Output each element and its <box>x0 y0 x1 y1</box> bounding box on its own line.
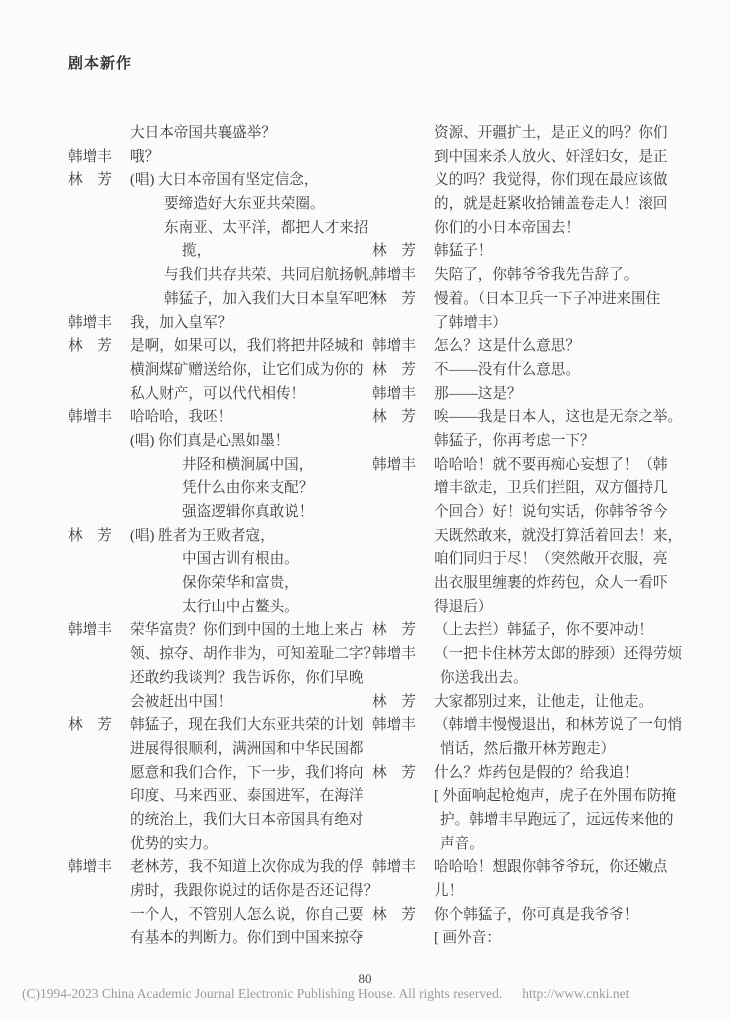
speaker-name <box>372 596 434 620</box>
speaker-name <box>68 193 130 217</box>
page-number: 80 <box>358 971 372 986</box>
speaker-name: 韩增丰 <box>68 859 112 876</box>
line-text: 保你荣华和富贵， <box>182 575 299 592</box>
line-text: 那——这是？ <box>434 385 522 402</box>
script-line <box>68 572 374 596</box>
speaker-name: 林 芳 <box>372 409 416 426</box>
line-text: 井陉和横涧属中国， <box>182 456 314 473</box>
line-text: 慢着。（日本卫兵一下子冲进来围住 <box>434 290 661 307</box>
speaker-name: 林 芳 <box>372 764 416 781</box>
speaker-name <box>372 572 434 596</box>
script-line <box>372 548 678 572</box>
script-line <box>372 738 678 762</box>
script-line <box>372 762 678 786</box>
line-text: 不——没有什么意思。 <box>434 361 580 378</box>
script-line <box>68 643 379 667</box>
speaker-name <box>68 691 130 715</box>
line-text: [ 画外音： <box>434 930 501 947</box>
line-text: (唱) 胜者为王败者寇， <box>130 527 275 544</box>
line-text: 韩猛子，你再考虑一下？ <box>434 432 595 449</box>
script-line <box>372 619 678 643</box>
script-line <box>68 880 379 904</box>
line-text: 韩猛子，加入我们大日本皇军吧？ <box>164 290 383 307</box>
speaker-name <box>68 501 130 525</box>
script-line <box>372 122 678 146</box>
line-text: [ 外面响起枪炮声，虎子在外围布防掩 <box>434 788 677 805</box>
speaker-name <box>68 667 130 691</box>
script-line <box>372 667 678 691</box>
script-line <box>68 596 374 620</box>
script-line <box>372 833 678 857</box>
line-text: 哈哈哈！想跟你韩爷爷玩，你还嫩点 <box>434 859 668 876</box>
speaker-name <box>372 833 434 857</box>
speaker-name: 林 芳 <box>68 338 112 355</box>
script-line <box>372 217 678 241</box>
line-text: （一把卡住林芳太郎的脖颈）还得劳烦 <box>434 646 683 663</box>
script-line <box>68 288 383 312</box>
copyright-text: (C)1994-2023 China Academic Journal Electronic Publishing House. All rights reserved. <box>22 986 503 1001</box>
speaker-name <box>68 904 130 928</box>
script-line <box>372 525 683 549</box>
line-text: 了韩增丰） <box>434 314 507 331</box>
speaker-name: 韩增丰 <box>372 646 416 663</box>
script-line <box>68 927 374 951</box>
script-line <box>372 927 678 951</box>
speaker-name <box>68 383 130 407</box>
speaker-name: 林 芳 <box>372 906 416 923</box>
speaker-name <box>372 477 434 501</box>
script-line <box>68 785 374 809</box>
speaker-name: 林 芳 <box>372 693 416 710</box>
script-line <box>372 288 678 312</box>
speaker-name <box>372 312 434 336</box>
speaker-name <box>68 477 130 501</box>
speaker-name <box>68 548 130 572</box>
script-line <box>68 406 374 430</box>
script-line <box>68 264 383 288</box>
script-line <box>372 880 678 904</box>
speaker-name: 韩增丰 <box>372 717 416 734</box>
script-line <box>68 856 374 880</box>
publisher-url: http://www.cnki.net <box>522 986 630 1001</box>
line-text: 增丰欲走，卫兵们拦阻，双方僵持几 <box>434 480 668 497</box>
speaker-name <box>68 122 130 146</box>
line-text: 出衣服里缠裹的炸药包，众人一看吓 <box>434 575 668 592</box>
speaker-name <box>372 880 434 904</box>
line-text: 唉——我是日本人，这也是无奈之举。 <box>434 409 683 426</box>
speaker-name <box>68 927 130 951</box>
speaker-name <box>372 501 434 525</box>
line-text: 要缔造好大东亚共荣圈。 <box>164 196 325 213</box>
speaker-name: 韩增丰 <box>372 338 416 355</box>
speaker-name <box>68 217 130 241</box>
speaker-name <box>372 525 434 549</box>
script-line <box>68 762 374 786</box>
speaker-name <box>372 548 434 572</box>
speaker-name: 韩增丰 <box>68 409 112 426</box>
line-text: 资源、开疆扩土，是正义的吗？你们 <box>434 125 668 141</box>
line-text: (唱) 你们真是心黑如墨！ <box>130 432 290 449</box>
line-text: 韩猛子，现在我们大东亚共荣的计划 <box>130 717 364 734</box>
speaker-name: 林 芳 <box>372 290 416 307</box>
line-text: 你个韩猛子，你可真是我爷爷！ <box>434 906 639 923</box>
line-text: 得退后） <box>434 598 493 615</box>
line-text: 咱们同归于尽！（突然敞开衣服，亮 <box>434 551 668 568</box>
script-line <box>372 264 678 288</box>
speaker-name <box>68 430 130 454</box>
line-text: 虏时，我跟你说过的话你是否还记得？ <box>130 883 379 899</box>
line-text: 东南亚、太平洋，都把人才来招 <box>164 219 369 236</box>
script-line <box>372 146 678 170</box>
speaker-name: 韩增丰 <box>68 622 112 639</box>
line-text: 大家都别过来，让他走，让他走。 <box>434 693 653 710</box>
script-column-right <box>372 122 683 951</box>
script-line <box>372 501 678 525</box>
speaker-name <box>68 288 130 312</box>
script-line <box>68 619 374 643</box>
script-line <box>68 359 374 383</box>
speaker-name: 韩增丰 <box>68 314 112 331</box>
line-text: 荣华富贵？你们到中国的土地上来占 <box>130 622 364 639</box>
speaker-name: 韩增丰 <box>68 148 112 165</box>
line-text: 儿！ <box>434 883 464 899</box>
speaker-name <box>372 785 434 809</box>
speaker-name <box>68 785 130 809</box>
line-text: 悄话，然后撒开林芳跑走） <box>440 740 616 757</box>
line-text: 私人财产，可以代代相传！ <box>130 385 306 402</box>
line-text: 横涧煤矿赠送给你，让它们成为你的 <box>130 361 364 378</box>
speaker-name: 林 芳 <box>68 717 112 734</box>
script-line <box>68 525 374 549</box>
line-text: 到中国来杀人放火、奸淫妇女，是正 <box>434 148 668 165</box>
speaker-name <box>68 809 130 833</box>
script-line <box>372 240 678 264</box>
speaker-name <box>68 596 130 620</box>
line-text: 老林芳，我不知道上次你成为我的俘 <box>130 859 364 876</box>
line-text: 还敢约我谈判？我告诉你，你们早晚 <box>130 669 364 686</box>
speaker-name: 韩增丰 <box>372 267 416 284</box>
line-text: 太行山中占鳌头。 <box>182 598 299 615</box>
script-line <box>372 714 683 738</box>
script-line <box>68 714 374 738</box>
script-line <box>68 548 374 572</box>
speaker-name <box>372 193 434 217</box>
script-line <box>68 193 374 217</box>
script-line <box>68 477 374 501</box>
speaker-name: 林 芳 <box>372 622 416 639</box>
line-text: 是啊，如果可以，我们将把井陉城和 <box>130 338 364 355</box>
script-line <box>372 312 678 336</box>
speaker-name: 韩增丰 <box>372 385 416 402</box>
line-text: （上去拦）韩猛子，你不要冲动！ <box>434 622 653 639</box>
line-text: 与我们共存共荣、共同启航扬帆。 <box>164 267 383 284</box>
line-text: 的统治上，我们大日本帝国具有绝对 <box>130 811 364 828</box>
script-line <box>68 809 374 833</box>
line-text: 护。韩增丰早跑远了，远远传来他的 <box>440 811 674 828</box>
line-text: 哈哈哈！就不要再痴心妄想了！（韩 <box>434 456 668 473</box>
script-line <box>68 501 374 525</box>
script-line <box>372 691 678 715</box>
speaker-name <box>372 217 434 241</box>
speaker-name <box>68 240 130 264</box>
script-line <box>372 477 678 501</box>
script-line <box>372 430 678 454</box>
line-text: 怎么？这是什么意思？ <box>434 338 580 355</box>
line-text: 韩猛子！ <box>434 243 493 260</box>
script-line <box>68 217 374 241</box>
speaker-name <box>68 738 130 762</box>
line-text: 优势的实力。 <box>130 835 218 852</box>
line-text: 进展得很顺利，满洲国和中华民国都 <box>130 740 364 757</box>
line-text: 天既然敢来，就没打算活着回去！来， <box>434 527 683 544</box>
line-text: 愿意和我们合作，下一步，我们将向 <box>130 764 364 781</box>
speaker-name <box>68 264 130 288</box>
script-line <box>372 383 678 407</box>
speaker-name <box>68 643 130 667</box>
script-line <box>68 335 374 359</box>
speaker-name <box>372 927 434 951</box>
script-line <box>68 122 374 146</box>
script-line <box>372 596 678 620</box>
speaker-name <box>372 430 434 454</box>
line-text: 个回合）好！说句实话，你韩爷爷今 <box>434 504 668 520</box>
speaker-name <box>68 359 130 383</box>
script-line <box>372 809 678 833</box>
script-line <box>372 785 678 809</box>
speaker-name <box>372 738 434 762</box>
script-line <box>372 856 678 880</box>
line-text: (唱) 大日本帝国有坚定信念， <box>130 172 319 189</box>
script-line <box>68 146 374 170</box>
line-text: 印度、马来西亚、泰国进军，在海洋 <box>130 788 364 805</box>
script-line <box>372 904 678 928</box>
speaker-name: 韩增丰 <box>372 456 416 473</box>
speaker-name: 林 芳 <box>372 361 416 378</box>
script-line <box>68 667 374 691</box>
line-text: 强盗逻辑你真敢说！ <box>182 504 314 520</box>
speaker-name: 林 芳 <box>68 172 112 189</box>
speaker-name <box>68 454 130 478</box>
script-line <box>372 572 678 596</box>
script-line <box>372 643 683 667</box>
script-line <box>68 454 374 478</box>
copyright-line <box>22 986 629 1002</box>
script-line <box>68 383 374 407</box>
line-text: 什么？炸药包是假的？给我追！ <box>434 764 639 781</box>
line-text: 哈哈哈，我呸！ <box>130 409 233 426</box>
script-line <box>68 833 374 857</box>
line-text: 一个人，不管别人怎么说，你自己要 <box>130 906 364 923</box>
line-text: 有基本的判断力。你们到中国来掠夺 <box>130 930 364 947</box>
speaker-name <box>372 146 434 170</box>
script-line <box>372 335 678 359</box>
script-line <box>68 691 374 715</box>
script-line <box>68 738 374 762</box>
speaker-name: 韩增丰 <box>372 859 416 876</box>
line-text: （韩增丰慢慢退出，和林芳说了一句悄 <box>434 717 683 734</box>
speaker-name <box>68 833 130 857</box>
line-text: 的，就是赶紧收拾铺盖卷走人！滚回 <box>434 196 668 213</box>
script-line <box>68 240 374 264</box>
line-text: 凭什么由你来支配？ <box>182 480 314 497</box>
line-text: 会被赶出中国！ <box>130 693 233 710</box>
line-text: 哦？ <box>130 148 160 165</box>
line-text: 揽， <box>182 243 212 260</box>
script-line <box>372 193 678 217</box>
speaker-name <box>68 762 130 786</box>
speaker-name: 林 芳 <box>68 527 112 544</box>
script-line <box>68 430 374 454</box>
script-line <box>68 904 374 928</box>
speaker-name <box>372 809 434 833</box>
script-line <box>372 406 683 430</box>
script-line <box>68 169 374 193</box>
script-line <box>68 312 374 336</box>
line-text: 义的吗？我觉得，你们现在最应该做 <box>434 172 668 189</box>
speaker-name <box>372 169 434 193</box>
script-column-left <box>68 122 383 951</box>
speaker-name <box>372 122 434 146</box>
speaker-name <box>68 572 130 596</box>
line-text: 领、掠夺、胡作非为，可知羞耻二字？ <box>130 646 379 663</box>
line-text: 中国古训有根由。 <box>182 551 299 568</box>
line-text: 失陪了，你韩爷爷我先告辞了。 <box>434 267 639 284</box>
section-title: 剧本新作 <box>68 55 133 72</box>
script-line <box>372 359 678 383</box>
line-text: 大日本帝国共襄盛举？ <box>130 125 276 141</box>
script-line <box>372 454 678 478</box>
script-line <box>372 169 678 193</box>
line-text: 我，加入皇军？ <box>130 314 233 331</box>
line-text: 声音。 <box>440 835 484 852</box>
line-text: 你送我出去。 <box>440 669 528 686</box>
line-text: 你们的小日本帝国去！ <box>434 219 580 236</box>
speaker-name <box>372 667 434 691</box>
speaker-name: 林 芳 <box>372 243 416 260</box>
speaker-name <box>68 880 130 904</box>
